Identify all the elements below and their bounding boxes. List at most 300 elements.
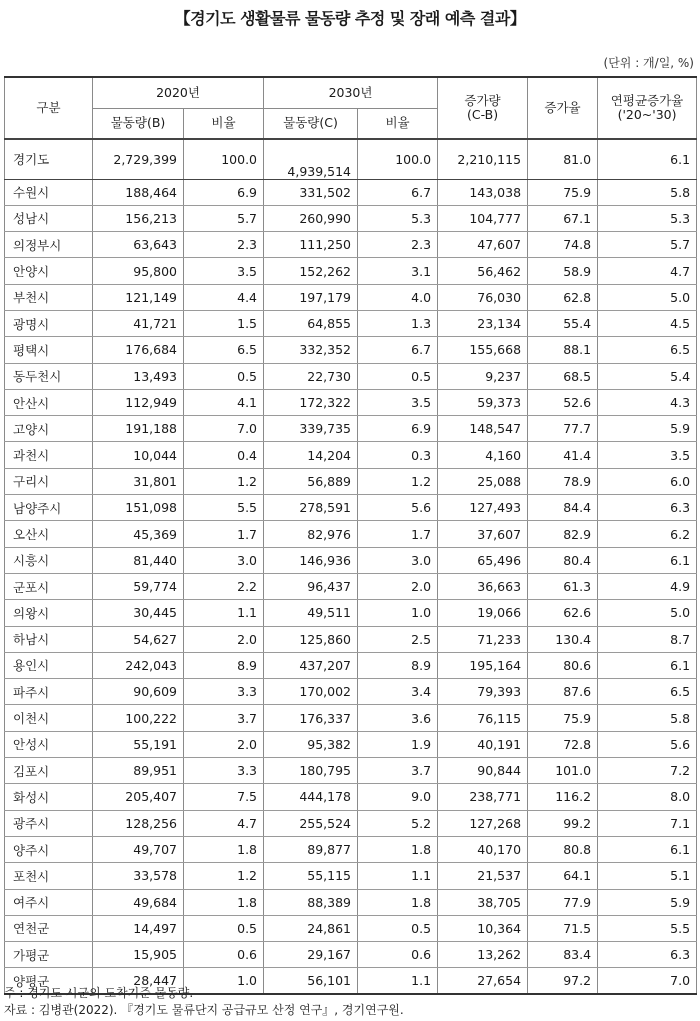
cell-cagr: 4.7 — [598, 258, 697, 284]
cell-region: 연천군 — [5, 915, 93, 941]
cell-cagr: 7.2 — [598, 758, 697, 784]
cell-ratio-2030: 3.6 — [358, 705, 438, 731]
cell-cagr: 6.5 — [598, 679, 697, 705]
cell-volume-2020: 28,447 — [93, 968, 184, 994]
cell-volume-2030: 437,207 — [264, 652, 358, 678]
cell-rate: 71.5 — [528, 915, 598, 941]
cell-volume-2020: 54,627 — [93, 626, 184, 652]
cell-volume-2030: 4,939,514 — [264, 139, 358, 179]
cell-rate: 81.0 — [528, 139, 598, 179]
table-row — [5, 679, 697, 705]
cell-rate: 41.4 — [528, 442, 598, 468]
cell-ratio-2020: 7.5 — [184, 784, 264, 810]
cell-volume-2020: 33,578 — [93, 863, 184, 889]
cell-increase: 76,030 — [438, 284, 528, 310]
table-row — [5, 915, 697, 941]
cell-cagr: 6.5 — [598, 337, 697, 363]
cell-cagr: 5.6 — [598, 731, 697, 757]
cell-region: 광명시 — [5, 310, 93, 336]
cell-volume-2030: 24,861 — [264, 915, 358, 941]
table-row — [5, 416, 697, 442]
cell-increase: 127,268 — [438, 810, 528, 836]
cell-ratio-2030: 3.7 — [358, 758, 438, 784]
cell-ratio-2020: 5.5 — [184, 495, 264, 521]
cell-rate: 75.9 — [528, 179, 598, 205]
table-row — [5, 705, 697, 731]
cell-ratio-2030: 8.9 — [358, 652, 438, 678]
cell-rate: 77.7 — [528, 416, 598, 442]
cell-cagr: 6.1 — [598, 836, 697, 862]
cell-increase: 59,373 — [438, 389, 528, 415]
cell-volume-2020: 156,213 — [93, 205, 184, 231]
cell-region: 의정부시 — [5, 232, 93, 258]
cell-volume-2020: 89,951 — [93, 758, 184, 784]
cell-cagr: 5.1 — [598, 863, 697, 889]
note-text: 주 : 경기도 시군의 도착기준 물동량. — [4, 986, 194, 1000]
cell-rate: 80.6 — [528, 652, 598, 678]
header-rate: 증가율 — [528, 77, 598, 139]
cell-ratio-2020: 100.0 — [184, 139, 264, 179]
cell-volume-2030: 125,860 — [264, 626, 358, 652]
cell-ratio-2030: 1.1 — [358, 968, 438, 994]
cell-increase: 36,663 — [438, 573, 528, 599]
cell-increase: 40,170 — [438, 836, 528, 862]
cell-region: 용인시 — [5, 652, 93, 678]
cell-rate: 74.8 — [528, 232, 598, 258]
cell-cagr: 5.8 — [598, 179, 697, 205]
header-ratio-2030: 비율 — [358, 108, 438, 139]
cell-ratio-2030: 1.2 — [358, 468, 438, 494]
cell-increase: 47,607 — [438, 232, 528, 258]
cell-increase: 10,364 — [438, 915, 528, 941]
cell-volume-2030: 64,855 — [264, 310, 358, 336]
table-row — [5, 389, 697, 415]
cell-volume-2020: 121,149 — [93, 284, 184, 310]
cell-increase: 2,210,115 — [438, 139, 528, 179]
cell-cagr: 8.0 — [598, 784, 697, 810]
cell-rate: 84.4 — [528, 495, 598, 521]
cell-ratio-2030: 0.3 — [358, 442, 438, 468]
cell-region: 남양주시 — [5, 495, 93, 521]
cell-volume-2030: 260,990 — [264, 205, 358, 231]
cell-increase: 37,607 — [438, 521, 528, 547]
cell-region: 하남시 — [5, 626, 93, 652]
header-2020: 2020년 — [93, 77, 264, 108]
cell-volume-2020: 41,721 — [93, 310, 184, 336]
cell-region: 오산시 — [5, 521, 93, 547]
cell-volume-2020: 2,729,399 — [93, 139, 184, 179]
cell-ratio-2030: 2.5 — [358, 626, 438, 652]
cell-rate: 80.8 — [528, 836, 598, 862]
cell-increase: 155,668 — [438, 337, 528, 363]
cell-rate: 97.2 — [528, 968, 598, 994]
cell-ratio-2020: 1.8 — [184, 889, 264, 915]
cell-ratio-2030: 0.5 — [358, 363, 438, 389]
cell-increase: 27,654 — [438, 968, 528, 994]
cell-volume-2030: 255,524 — [264, 810, 358, 836]
cell-ratio-2020: 8.9 — [184, 652, 264, 678]
cell-cagr: 5.0 — [598, 600, 697, 626]
cell-rate: 77.9 — [528, 889, 598, 915]
cell-ratio-2020: 1.1 — [184, 600, 264, 626]
cell-region: 김포시 — [5, 758, 93, 784]
cell-cagr: 4.9 — [598, 573, 697, 599]
table-row — [5, 205, 697, 231]
cell-volume-2030: 14,204 — [264, 442, 358, 468]
cell-rate: 116.2 — [528, 784, 598, 810]
table-row — [5, 232, 697, 258]
cell-volume-2020: 45,369 — [93, 521, 184, 547]
cell-region: 양평군 — [5, 968, 93, 994]
header-2030: 2030년 — [264, 77, 438, 108]
cell-increase: 40,191 — [438, 731, 528, 757]
cell-region: 광주시 — [5, 810, 93, 836]
cell-increase: 71,233 — [438, 626, 528, 652]
cell-ratio-2030: 5.6 — [358, 495, 438, 521]
cell-ratio-2020: 0.5 — [184, 915, 264, 941]
cell-ratio-2020: 6.9 — [184, 179, 264, 205]
cell-region: 의왕시 — [5, 600, 93, 626]
cell-increase: 56,462 — [438, 258, 528, 284]
cell-region: 수원시 — [5, 179, 93, 205]
cell-rate: 72.8 — [528, 731, 598, 757]
cell-volume-2030: 180,795 — [264, 758, 358, 784]
cell-ratio-2030: 6.7 — [358, 179, 438, 205]
cell-increase: 4,160 — [438, 442, 528, 468]
cell-ratio-2020: 2.0 — [184, 731, 264, 757]
cell-cagr: 5.4 — [598, 363, 697, 389]
cell-increase: 148,547 — [438, 416, 528, 442]
cell-volume-2020: 55,191 — [93, 731, 184, 757]
cell-cagr: 5.3 — [598, 205, 697, 231]
cell-ratio-2030: 2.0 — [358, 573, 438, 599]
cell-ratio-2020: 0.6 — [184, 942, 264, 968]
table-row — [5, 547, 697, 573]
cell-ratio-2030: 6.7 — [358, 337, 438, 363]
header-volume-b: 물동량(B) — [93, 108, 184, 139]
cell-increase: 90,844 — [438, 758, 528, 784]
table-row — [5, 836, 697, 862]
cell-cagr: 6.0 — [598, 468, 697, 494]
cell-volume-2020: 49,684 — [93, 889, 184, 915]
cell-volume-2030: 22,730 — [264, 363, 358, 389]
cell-ratio-2030: 1.8 — [358, 889, 438, 915]
cell-rate: 55.4 — [528, 310, 598, 336]
cell-region: 안성시 — [5, 731, 93, 757]
cell-ratio-2020: 3.3 — [184, 758, 264, 784]
cell-rate: 58.9 — [528, 258, 598, 284]
cell-ratio-2020: 3.5 — [184, 258, 264, 284]
logistics-volume-table — [4, 76, 697, 995]
cell-cagr: 5.5 — [598, 915, 697, 941]
cell-ratio-2020: 0.5 — [184, 363, 264, 389]
cell-ratio-2030: 3.5 — [358, 389, 438, 415]
cell-increase: 143,038 — [438, 179, 528, 205]
unit-label: (단위 : 개/일, %) — [603, 56, 694, 70]
table-row — [5, 442, 697, 468]
cell-rate: 99.2 — [528, 810, 598, 836]
cell-volume-2030: 29,167 — [264, 942, 358, 968]
cell-region: 과천시 — [5, 442, 93, 468]
table-row — [5, 889, 697, 915]
cell-region: 이천시 — [5, 705, 93, 731]
cell-increase: 9,237 — [438, 363, 528, 389]
cell-volume-2030: 55,115 — [264, 863, 358, 889]
header-region: 구분 — [5, 77, 93, 139]
table-row — [5, 573, 697, 599]
cell-volume-2030: 197,179 — [264, 284, 358, 310]
cell-ratio-2020: 2.0 — [184, 626, 264, 652]
cell-volume-2020: 176,684 — [93, 337, 184, 363]
table-row — [5, 731, 697, 757]
cell-volume-2030: 49,511 — [264, 600, 358, 626]
cell-increase: 127,493 — [438, 495, 528, 521]
cell-volume-2020: 100,222 — [93, 705, 184, 731]
cell-volume-2030: 56,101 — [264, 968, 358, 994]
cell-volume-2020: 49,707 — [93, 836, 184, 862]
cell-ratio-2020: 2.3 — [184, 232, 264, 258]
cell-ratio-2020: 7.0 — [184, 416, 264, 442]
source-text: 자료 : 김병관(2022). 『경기도 물류단지 공급규모 산정 연구』, 경기연구원. — [4, 1003, 404, 1017]
cell-ratio-2020: 5.7 — [184, 205, 264, 231]
cell-volume-2020: 205,407 — [93, 784, 184, 810]
cell-region: 군포시 — [5, 573, 93, 599]
table-row — [5, 810, 697, 836]
cell-volume-2020: 31,801 — [93, 468, 184, 494]
table-row — [5, 284, 697, 310]
cell-volume-2020: 63,643 — [93, 232, 184, 258]
cell-ratio-2020: 1.2 — [184, 468, 264, 494]
document-title: 【경기도 생활물류 물동량 추정 및 장래 예측 결과】 — [174, 9, 526, 28]
cell-increase: 65,496 — [438, 547, 528, 573]
cell-volume-2030: 172,322 — [264, 389, 358, 415]
cell-volume-2030: 88,389 — [264, 889, 358, 915]
cell-cagr: 6.1 — [598, 547, 697, 573]
cell-cagr: 3.5 — [598, 442, 697, 468]
cell-volume-2020: 14,497 — [93, 915, 184, 941]
table-row — [5, 626, 697, 652]
cell-increase: 25,088 — [438, 468, 528, 494]
cell-ratio-2030: 1.7 — [358, 521, 438, 547]
cell-ratio-2030: 9.0 — [358, 784, 438, 810]
cell-volume-2030: 111,250 — [264, 232, 358, 258]
cell-cagr: 5.9 — [598, 889, 697, 915]
cell-cagr: 4.3 — [598, 389, 697, 415]
cell-increase: 238,771 — [438, 784, 528, 810]
cell-volume-2020: 13,493 — [93, 363, 184, 389]
cell-rate: 68.5 — [528, 363, 598, 389]
cell-volume-2020: 112,949 — [93, 389, 184, 415]
cell-rate: 62.6 — [528, 600, 598, 626]
table-row — [5, 258, 697, 284]
cell-ratio-2020: 1.8 — [184, 836, 264, 862]
cell-ratio-2030: 4.0 — [358, 284, 438, 310]
cell-ratio-2030: 2.3 — [358, 232, 438, 258]
cell-region: 안산시 — [5, 389, 93, 415]
cell-ratio-2030: 100.0 — [358, 139, 438, 179]
cell-cagr: 6.1 — [598, 652, 697, 678]
cell-rate: 87.6 — [528, 679, 598, 705]
cell-ratio-2020: 1.2 — [184, 863, 264, 889]
table-row — [5, 310, 697, 336]
cell-region: 화성시 — [5, 784, 93, 810]
cell-volume-2020: 242,043 — [93, 652, 184, 678]
cell-volume-2020: 90,609 — [93, 679, 184, 705]
cell-ratio-2030: 3.4 — [358, 679, 438, 705]
cell-volume-2030: 89,877 — [264, 836, 358, 862]
cell-region: 고양시 — [5, 416, 93, 442]
cell-region: 성남시 — [5, 205, 93, 231]
cell-volume-2020: 191,188 — [93, 416, 184, 442]
cell-ratio-2030: 1.8 — [358, 836, 438, 862]
cell-ratio-2020: 3.0 — [184, 547, 264, 573]
cell-region: 경기도 — [5, 139, 93, 179]
table-row — [5, 652, 697, 678]
cell-volume-2020: 128,256 — [93, 810, 184, 836]
table-row — [5, 468, 697, 494]
cell-ratio-2020: 1.0 — [184, 968, 264, 994]
header-increase: 증가량 (C-B) — [438, 77, 528, 139]
cell-volume-2030: 444,178 — [264, 784, 358, 810]
cell-ratio-2030: 5.2 — [358, 810, 438, 836]
cell-ratio-2020: 1.7 — [184, 521, 264, 547]
cell-cagr: 6.2 — [598, 521, 697, 547]
cell-region: 파주시 — [5, 679, 93, 705]
cell-region: 평택시 — [5, 337, 93, 363]
table-row — [5, 758, 697, 784]
cell-ratio-2020: 4.1 — [184, 389, 264, 415]
table-row — [5, 784, 697, 810]
cell-increase: 76,115 — [438, 705, 528, 731]
cell-ratio-2030: 3.0 — [358, 547, 438, 573]
cell-volume-2020: 30,445 — [93, 600, 184, 626]
cell-volume-2030: 152,262 — [264, 258, 358, 284]
table-row — [5, 139, 697, 179]
cell-volume-2030: 331,502 — [264, 179, 358, 205]
cell-rate: 130.4 — [528, 626, 598, 652]
cell-ratio-2030: 1.3 — [358, 310, 438, 336]
cell-region: 포천시 — [5, 863, 93, 889]
cell-cagr: 5.8 — [598, 705, 697, 731]
cell-volume-2030: 332,352 — [264, 337, 358, 363]
table-row — [5, 600, 697, 626]
table-row — [5, 337, 697, 363]
notes — [4, 985, 404, 1019]
cell-rate: 83.4 — [528, 942, 598, 968]
cell-ratio-2030: 1.0 — [358, 600, 438, 626]
cell-region: 여주시 — [5, 889, 93, 915]
cell-ratio-2020: 3.7 — [184, 705, 264, 731]
cell-cagr: 5.7 — [598, 232, 697, 258]
cell-increase: 38,705 — [438, 889, 528, 915]
cell-ratio-2020: 3.3 — [184, 679, 264, 705]
cell-rate: 62.8 — [528, 284, 598, 310]
cell-ratio-2030: 5.3 — [358, 205, 438, 231]
cell-ratio-2030: 6.9 — [358, 416, 438, 442]
header-volume-c: 물동량(C) — [264, 108, 358, 139]
cell-volume-2030: 170,002 — [264, 679, 358, 705]
cell-rate: 101.0 — [528, 758, 598, 784]
cell-volume-2020: 188,464 — [93, 179, 184, 205]
cell-ratio-2020: 6.5 — [184, 337, 264, 363]
cell-ratio-2020: 4.7 — [184, 810, 264, 836]
table-row — [5, 179, 697, 205]
cell-volume-2020: 95,800 — [93, 258, 184, 284]
table-row — [5, 521, 697, 547]
table-row — [5, 863, 697, 889]
header-ratio-2020: 비율 — [184, 108, 264, 139]
cell-cagr: 4.5 — [598, 310, 697, 336]
cell-volume-2030: 176,337 — [264, 705, 358, 731]
cell-rate: 75.9 — [528, 705, 598, 731]
cell-cagr: 7.1 — [598, 810, 697, 836]
cell-volume-2020: 59,774 — [93, 573, 184, 599]
cell-region: 구리시 — [5, 468, 93, 494]
cell-volume-2030: 146,936 — [264, 547, 358, 573]
cell-volume-2020: 15,905 — [93, 942, 184, 968]
cell-ratio-2020: 0.4 — [184, 442, 264, 468]
cell-rate: 52.6 — [528, 389, 598, 415]
cell-region: 안양시 — [5, 258, 93, 284]
cell-cagr: 5.0 — [598, 284, 697, 310]
cell-cagr: 6.3 — [598, 942, 697, 968]
cell-rate: 80.4 — [528, 547, 598, 573]
cell-cagr: 5.9 — [598, 416, 697, 442]
cell-volume-2030: 56,889 — [264, 468, 358, 494]
cell-region: 가평군 — [5, 942, 93, 968]
cell-region: 양주시 — [5, 836, 93, 862]
cell-volume-2030: 339,735 — [264, 416, 358, 442]
table-row — [5, 495, 697, 521]
cell-ratio-2030: 0.6 — [358, 942, 438, 968]
cell-volume-2020: 81,440 — [93, 547, 184, 573]
cell-rate: 88.1 — [528, 337, 598, 363]
cell-rate: 82.9 — [528, 521, 598, 547]
cell-ratio-2020: 1.5 — [184, 310, 264, 336]
cell-region: 시흥시 — [5, 547, 93, 573]
cell-cagr: 6.1 — [598, 139, 697, 179]
cell-ratio-2030: 3.1 — [358, 258, 438, 284]
cell-increase: 23,134 — [438, 310, 528, 336]
cell-rate: 61.3 — [528, 573, 598, 599]
cell-ratio-2030: 1.1 — [358, 863, 438, 889]
header-cagr: 연평균증가율 ('20~'30) — [598, 77, 697, 139]
cell-cagr: 8.7 — [598, 626, 697, 652]
table-row — [5, 942, 697, 968]
cell-increase: 104,777 — [438, 205, 528, 231]
cell-ratio-2020: 4.4 — [184, 284, 264, 310]
table-body — [5, 139, 697, 994]
cell-increase: 79,393 — [438, 679, 528, 705]
cell-region: 부천시 — [5, 284, 93, 310]
cell-increase: 13,262 — [438, 942, 528, 968]
cell-rate: 67.1 — [528, 205, 598, 231]
cell-cagr: 6.3 — [598, 495, 697, 521]
cell-rate: 78.9 — [528, 468, 598, 494]
cell-increase: 19,066 — [438, 600, 528, 626]
cell-ratio-2030: 0.5 — [358, 915, 438, 941]
cell-increase: 195,164 — [438, 652, 528, 678]
cell-ratio-2020: 2.2 — [184, 573, 264, 599]
cell-volume-2030: 278,591 — [264, 495, 358, 521]
cell-ratio-2030: 1.9 — [358, 731, 438, 757]
table-row — [5, 363, 697, 389]
cell-region: 동두천시 — [5, 363, 93, 389]
cell-volume-2020: 10,044 — [93, 442, 184, 468]
cell-volume-2030: 95,382 — [264, 731, 358, 757]
cell-rate: 64.1 — [528, 863, 598, 889]
cell-volume-2020: 151,098 — [93, 495, 184, 521]
